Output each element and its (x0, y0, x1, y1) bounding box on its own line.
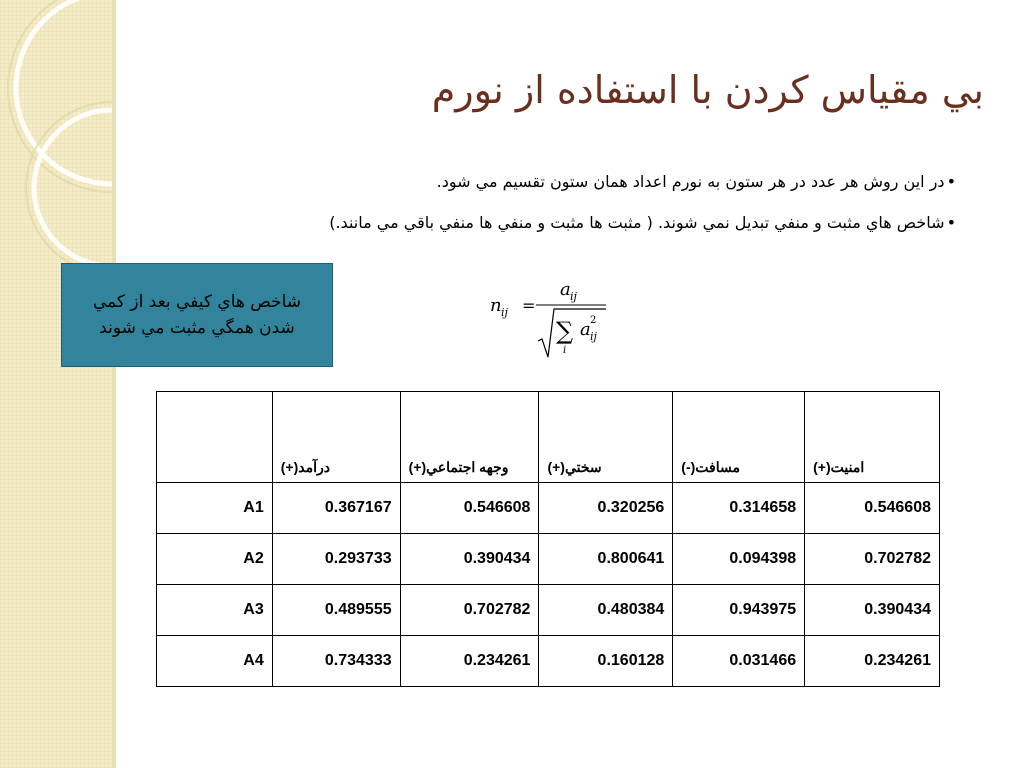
formula-denominator-sub: ij (590, 330, 597, 343)
row-label: A1 (157, 483, 273, 534)
table-cell: 0.546608 (805, 483, 940, 534)
formula-sum-index: i (563, 345, 567, 356)
table-row (157, 636, 940, 687)
table-cell: 0.734333 (272, 636, 400, 687)
header-cell-empty (157, 392, 273, 483)
header-distance: مسافت(-) (673, 392, 805, 483)
formula-denominator: a (580, 319, 591, 340)
table-cell: 0.234261 (400, 636, 539, 687)
table-cell: 0.390434 (400, 534, 539, 585)
table-cell: 0.800641 (539, 534, 673, 585)
table-header-row (157, 392, 940, 483)
table-cell: 0.546608 (400, 483, 539, 534)
table-cell: 0.702782 (805, 534, 940, 585)
bullet-marker: • (946, 172, 956, 191)
slide-title: بي مقياس كردن با استفاده از نورم (431, 68, 984, 112)
header-security: امنيت(+) (805, 392, 940, 483)
formula-denominator-sup: 2 (590, 315, 597, 326)
table-cell: 0.489555 (272, 585, 400, 636)
bullet-1-text: در اين روش هر عدد در هر ستون به نورم اعداد همان ستون تقسيم مي شود. (436, 172, 945, 191)
table-cell: 0.160128 (539, 636, 673, 687)
sidebar-circles (0, 0, 112, 768)
header-difficulty: سختي(+) (539, 392, 673, 483)
table-cell: 0.480384 (539, 585, 673, 636)
table-cell: 0.390434 (805, 585, 940, 636)
formula-equals: = (522, 296, 536, 315)
bullet-2-text: شاخص هاي مثبت و منفي تبديل نمي شوند. ( مثبت ها مثبت و منفي ها منفي باقي مي مانند.) (329, 213, 945, 232)
table-cell: 0.031466 (673, 636, 805, 687)
table-row (157, 483, 940, 534)
formula-lhs-sub: ij (501, 306, 508, 319)
table-row (157, 534, 940, 585)
norm-formula (484, 273, 614, 363)
header-income: درآمد(+) (272, 392, 400, 483)
table-row (157, 585, 940, 636)
decorative-sidebar (0, 0, 112, 768)
table-cell: 0.293733 (272, 534, 400, 585)
table-cell: 0.094398 (673, 534, 805, 585)
sidebar-edge (112, 0, 116, 768)
header-social-image: وجهه اجتماعي(+) (400, 392, 539, 483)
row-label: A4 (157, 636, 273, 687)
bullet-1 (156, 172, 956, 193)
note-box-text: شاخص هاي كيفي بعد از كمي شدن همگي مثبت مي شوند (92, 291, 302, 338)
formula-lhs: n (490, 295, 502, 316)
table-cell: 0.367167 (272, 483, 400, 534)
normalized-matrix-table (156, 391, 940, 687)
row-label: A2 (157, 534, 273, 585)
table-cell: 0.943975 (673, 585, 805, 636)
row-label: A3 (157, 585, 273, 636)
table-cell: 0.314658 (673, 483, 805, 534)
table-cell: 0.234261 (805, 636, 940, 687)
table-cell: 0.702782 (400, 585, 539, 636)
formula-numerator: a (560, 279, 571, 300)
bullet-2 (156, 213, 956, 234)
formula-sum: ∑ (556, 317, 574, 345)
bullet-marker: • (946, 213, 956, 232)
table-cell: 0.320256 (539, 483, 673, 534)
formula-numerator-sub: ij (570, 290, 577, 303)
note-box (61, 263, 333, 367)
